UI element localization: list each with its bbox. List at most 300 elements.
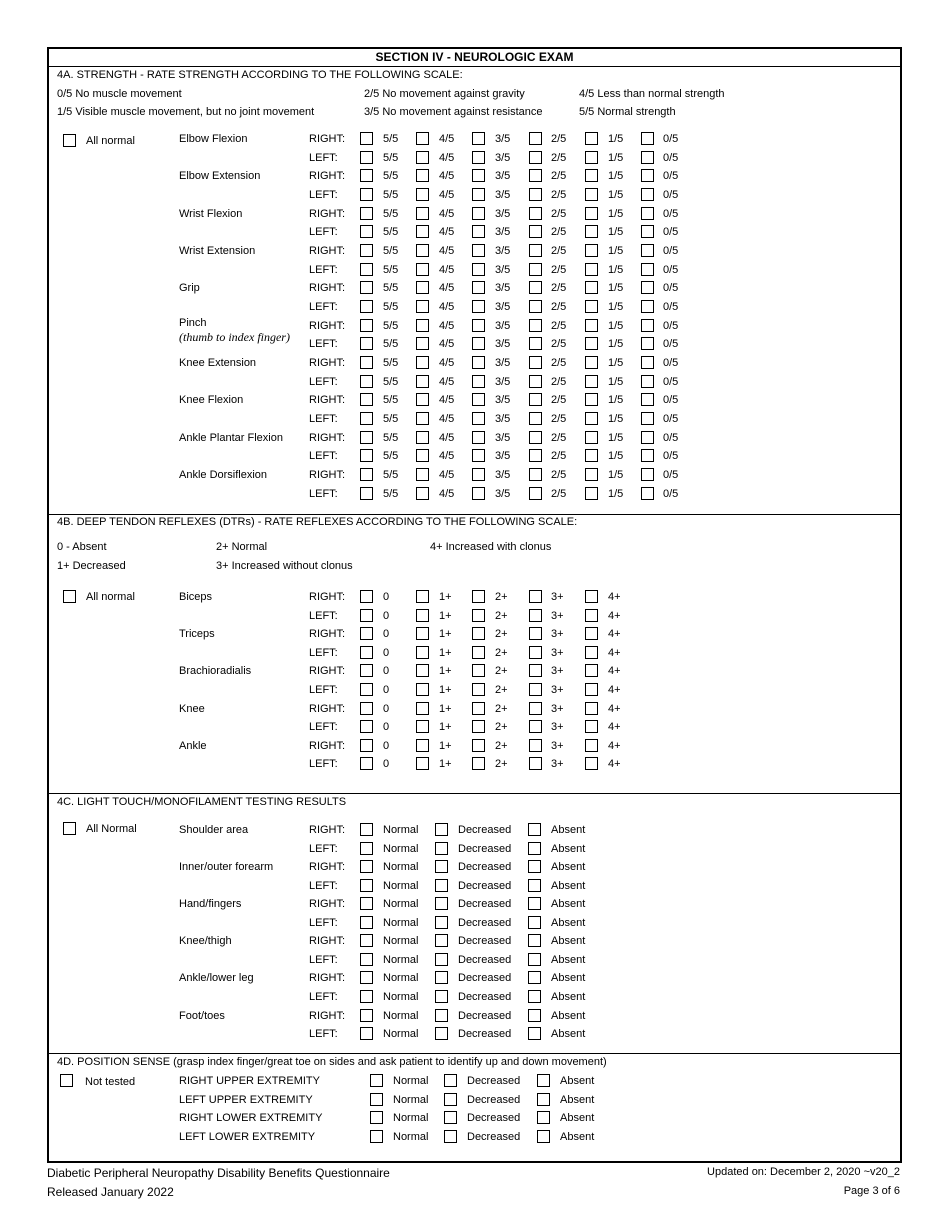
touch-result-checkbox[interactable]	[435, 1027, 448, 1040]
strength-rating-checkbox[interactable]	[360, 188, 373, 201]
reflex-rating-checkbox[interactable]	[529, 664, 542, 677]
reflex-rating-label: 0	[383, 665, 390, 678]
strength-rating-checkbox[interactable]	[360, 281, 373, 294]
reflex-rating-checkbox[interactable]	[360, 590, 373, 603]
strength-rating-checkbox[interactable]	[472, 188, 485, 201]
reflex-rating-label: 2+	[495, 591, 508, 603]
reflex-rating-label: 0	[383, 591, 390, 603]
strength-rating-checkbox[interactable]	[472, 263, 485, 276]
touch-result-checkbox[interactable]	[435, 971, 448, 984]
strength-rating-checkbox[interactable]	[641, 225, 654, 238]
reflex-rating-checkbox[interactable]	[472, 627, 485, 640]
reflex-rating-checkbox[interactable]	[529, 739, 542, 752]
strength-rating-label: 4/5	[439, 245, 455, 258]
strength-rating-label: 2/5	[551, 245, 567, 258]
reflex-rating-checkbox[interactable]	[416, 627, 429, 640]
strength-rating-checkbox[interactable]	[360, 319, 373, 332]
strength-rating-checkbox[interactable]	[585, 300, 598, 313]
touch-result-label: Decreased	[458, 1028, 512, 1040]
strength-rating-checkbox[interactable]	[416, 244, 429, 257]
strength-rating-checkbox[interactable]	[585, 151, 598, 164]
touch-result-checkbox[interactable]	[435, 953, 448, 966]
strength-rating-label: 3/5	[495, 301, 511, 313]
reflex-rating-checkbox[interactable]	[585, 720, 598, 733]
strength-rating-checkbox[interactable]	[529, 207, 542, 220]
strength-rating-checkbox[interactable]	[529, 356, 542, 369]
reflex-rating-checkbox[interactable]	[416, 646, 429, 659]
strength-rating-label: 5/5	[383, 375, 399, 388]
strength-rating-checkbox[interactable]	[585, 132, 598, 145]
strength-rating-checkbox[interactable]	[641, 151, 654, 164]
strength-rating-checkbox[interactable]	[585, 281, 598, 294]
strength-rating-checkbox[interactable]	[529, 449, 542, 462]
strength-rating-checkbox[interactable]	[529, 468, 542, 481]
side-label-left: LEFT:	[309, 188, 338, 201]
strength-rating-checkbox[interactable]	[529, 225, 542, 238]
strength-rating-label: 3/5	[495, 487, 511, 500]
strength-rating-label: 2/5	[551, 413, 567, 426]
strength-rating-checkbox[interactable]	[641, 300, 654, 313]
strength-rating-checkbox[interactable]	[416, 487, 429, 500]
strength-rating-checkbox[interactable]	[529, 244, 542, 257]
touch-result-checkbox[interactable]	[435, 860, 448, 873]
strength-rating-checkbox[interactable]	[416, 281, 429, 294]
strength-rating-label: 2/5	[551, 357, 567, 370]
strength-rating-checkbox[interactable]	[416, 188, 429, 201]
strength-rating-checkbox[interactable]	[529, 151, 542, 164]
strength-rating-label: 2/5	[551, 207, 567, 220]
touch-result-checkbox[interactable]	[528, 1009, 541, 1022]
strength-rating-checkbox[interactable]	[472, 375, 485, 388]
strength-rating-label: 5/5	[383, 226, 399, 239]
strength-rating-checkbox[interactable]	[472, 393, 485, 406]
reflex-rating-checkbox[interactable]	[585, 702, 598, 715]
strength-scale-item: 0/5 No muscle movement	[57, 88, 182, 100]
strength-rating-checkbox[interactable]	[472, 207, 485, 220]
reflex-rating-checkbox[interactable]	[360, 720, 373, 733]
position-result-label: Normal	[393, 1130, 429, 1143]
strength-rating-label: 0/5	[663, 245, 679, 258]
touch-result-checkbox[interactable]	[528, 934, 541, 947]
strength-rating-checkbox[interactable]	[585, 356, 598, 369]
strength-rating-checkbox[interactable]	[416, 412, 429, 425]
touch-result-checkbox[interactable]	[360, 953, 373, 966]
reflex-rating-checkbox[interactable]	[472, 702, 485, 715]
touch-result-label: Normal	[383, 842, 419, 855]
strength-rating-checkbox[interactable]	[360, 169, 373, 182]
strength-rating-checkbox[interactable]	[472, 412, 485, 425]
strength-rating-checkbox[interactable]	[472, 487, 485, 500]
reflex-rating-checkbox[interactable]	[416, 739, 429, 752]
reflex-rating-checkbox[interactable]	[360, 739, 373, 752]
strength-rating-checkbox[interactable]	[472, 468, 485, 481]
side-label-left: LEFT:	[309, 684, 338, 696]
reflex-rating-checkbox[interactable]	[585, 590, 598, 603]
touch-result-checkbox[interactable]	[528, 897, 541, 910]
reflex-rating-checkbox[interactable]	[416, 757, 429, 770]
strength-rating-checkbox[interactable]	[360, 375, 373, 388]
reflex-rating-checkbox[interactable]	[360, 646, 373, 659]
strength-rating-label: 4/5	[439, 151, 455, 164]
position-result-checkbox[interactable]	[537, 1074, 550, 1087]
strength-rating-label: 4/5	[439, 226, 455, 239]
strength-rating-checkbox[interactable]	[641, 468, 654, 481]
strength-rating-label: 4/5	[439, 338, 455, 351]
strength-rating-checkbox[interactable]	[360, 356, 373, 369]
reflex-rating-checkbox[interactable]	[360, 683, 373, 696]
strength-rating-checkbox[interactable]	[529, 281, 542, 294]
strength-rating-checkbox[interactable]	[585, 225, 598, 238]
strength-rating-checkbox[interactable]	[529, 487, 542, 500]
strength-rating-checkbox[interactable]	[529, 263, 542, 276]
strength-all-normal-checkbox[interactable]	[63, 134, 76, 147]
position-result-checkbox[interactable]	[370, 1074, 383, 1087]
strength-rating-checkbox[interactable]	[529, 169, 542, 182]
reflex-rating-checkbox[interactable]	[585, 646, 598, 659]
touch-result-checkbox[interactable]	[360, 823, 373, 836]
strength-rating-checkbox[interactable]	[641, 207, 654, 220]
strength-rating-checkbox[interactable]	[360, 263, 373, 276]
reflex-rating-checkbox[interactable]	[472, 646, 485, 659]
strength-rating-label: 2/5	[551, 282, 567, 295]
touch-result-checkbox[interactable]	[435, 897, 448, 910]
reflex-rating-checkbox[interactable]	[529, 757, 542, 770]
strength-rating-checkbox[interactable]	[641, 487, 654, 500]
strength-rating-checkbox[interactable]	[472, 132, 485, 145]
strength-rating-checkbox[interactable]	[472, 281, 485, 294]
strength-rating-label: 3/5	[495, 357, 511, 370]
reflex-rating-checkbox[interactable]	[529, 609, 542, 622]
strength-rating-label: 0/5	[663, 338, 679, 351]
touch-heading: 4C. LIGHT TOUCH/MONOFILAMENT TESTING RESULTS	[57, 796, 347, 808]
reflex-rating-checkbox[interactable]	[472, 590, 485, 603]
section-divider	[49, 793, 900, 794]
position-result-checkbox[interactable]	[370, 1111, 383, 1124]
strength-rating-checkbox[interactable]	[472, 151, 485, 164]
strength-rating-label: 1/5	[608, 487, 624, 500]
touch-result-checkbox[interactable]	[528, 971, 541, 984]
position-not-tested-checkbox[interactable]	[60, 1074, 73, 1087]
strength-rating-checkbox[interactable]	[529, 132, 542, 145]
strength-rating-checkbox[interactable]	[416, 375, 429, 388]
strength-rating-checkbox[interactable]	[641, 356, 654, 369]
position-item-label: LEFT LOWER EXTREMITY	[179, 1130, 316, 1143]
strength-rating-checkbox[interactable]	[585, 393, 598, 406]
strength-rating-checkbox[interactable]	[585, 188, 598, 201]
touch-result-checkbox[interactable]	[528, 860, 541, 873]
strength-rating-checkbox[interactable]	[641, 375, 654, 388]
reflex-rating-label: 1+	[439, 702, 452, 715]
strength-rating-checkbox[interactable]	[529, 188, 542, 201]
strength-rating-checkbox[interactable]	[585, 487, 598, 500]
strength-rating-checkbox[interactable]	[641, 393, 654, 406]
side-label-left: LEFT:	[309, 1028, 338, 1040]
strength-rating-label: 2/5	[551, 301, 567, 313]
reflex-rating-checkbox[interactable]	[529, 702, 542, 715]
position-item-label: RIGHT UPPER EXTREMITY	[179, 1075, 320, 1087]
reflex-rating-checkbox[interactable]	[585, 683, 598, 696]
strength-rating-checkbox[interactable]	[360, 300, 373, 313]
touch-result-checkbox[interactable]	[528, 879, 541, 892]
position-result-label: Normal	[393, 1075, 429, 1087]
touch-result-checkbox[interactable]	[528, 953, 541, 966]
strength-rating-checkbox[interactable]	[585, 468, 598, 481]
reflex-rating-label: 3+	[551, 591, 564, 603]
touch-result-checkbox[interactable]	[360, 934, 373, 947]
strength-rating-label: 2/5	[551, 394, 567, 407]
reflex-rating-label: 3+	[551, 646, 564, 659]
strength-rating-checkbox[interactable]	[585, 319, 598, 332]
touch-result-checkbox[interactable]	[435, 879, 448, 892]
strength-item-label: Wrist Flexion	[179, 207, 243, 220]
strength-item-label: Elbow Flexion	[179, 133, 248, 145]
strength-rating-checkbox[interactable]	[585, 207, 598, 220]
strength-rating-checkbox[interactable]	[416, 468, 429, 481]
strength-rating-checkbox[interactable]	[585, 337, 598, 350]
side-label-left: LEFT:	[309, 338, 338, 351]
strength-rating-checkbox[interactable]	[529, 319, 542, 332]
reflex-rating-checkbox[interactable]	[360, 757, 373, 770]
strength-rating-checkbox[interactable]	[472, 337, 485, 350]
strength-rating-checkbox[interactable]	[585, 431, 598, 444]
reflex-rating-label: 2+	[495, 758, 508, 771]
position-result-checkbox[interactable]	[444, 1093, 457, 1106]
strength-rating-checkbox[interactable]	[416, 431, 429, 444]
reflex-rating-checkbox[interactable]	[472, 609, 485, 622]
strength-rating-checkbox[interactable]	[416, 300, 429, 313]
strength-rating-checkbox[interactable]	[360, 244, 373, 257]
reflex-rating-checkbox[interactable]	[585, 757, 598, 770]
strength-rating-label: 0/5	[663, 469, 679, 482]
strength-rating-checkbox[interactable]	[529, 412, 542, 425]
reflex-rating-checkbox[interactable]	[416, 702, 429, 715]
reflex-rating-checkbox[interactable]	[472, 720, 485, 733]
strength-scale-item: 3/5 No movement against resistance	[364, 106, 543, 118]
touch-result-checkbox[interactable]	[435, 916, 448, 929]
reflex-rating-checkbox[interactable]	[585, 609, 598, 622]
strength-rating-checkbox[interactable]	[472, 319, 485, 332]
side-label-right: RIGHT:	[309, 665, 346, 678]
position-result-checkbox[interactable]	[370, 1130, 383, 1143]
position-result-checkbox[interactable]	[537, 1093, 550, 1106]
reflex-rating-label: 4+	[608, 628, 621, 641]
strength-rating-checkbox[interactable]	[360, 151, 373, 164]
reflex-rating-label: 0	[383, 609, 390, 622]
reflex-rating-checkbox[interactable]	[585, 664, 598, 677]
position-result-checkbox[interactable]	[370, 1093, 383, 1106]
strength-rating-checkbox[interactable]	[416, 319, 429, 332]
strength-rating-label: 4/5	[439, 375, 455, 388]
strength-rating-checkbox[interactable]	[416, 132, 429, 145]
touch-result-checkbox[interactable]	[435, 1009, 448, 1022]
strength-rating-checkbox[interactable]	[641, 132, 654, 145]
strength-rating-checkbox[interactable]	[529, 337, 542, 350]
reflex-rating-checkbox[interactable]	[529, 720, 542, 733]
strength-rating-checkbox[interactable]	[472, 225, 485, 238]
touch-item-label: Inner/outer forearm	[179, 861, 274, 874]
touch-result-checkbox[interactable]	[360, 1027, 373, 1040]
touch-result-checkbox[interactable]	[435, 842, 448, 855]
touch-result-checkbox[interactable]	[360, 971, 373, 984]
touch-result-label: Decreased	[458, 898, 512, 911]
position-result-checkbox[interactable]	[537, 1111, 550, 1124]
reflex-rating-checkbox[interactable]	[472, 757, 485, 770]
reflex-rating-checkbox[interactable]	[360, 609, 373, 622]
reflex-rating-checkbox[interactable]	[416, 590, 429, 603]
reflex-rating-checkbox[interactable]	[360, 627, 373, 640]
strength-rating-checkbox[interactable]	[360, 487, 373, 500]
strength-rating-checkbox[interactable]	[641, 431, 654, 444]
strength-rating-checkbox[interactable]	[472, 449, 485, 462]
touch-result-checkbox[interactable]	[360, 916, 373, 929]
touch-result-checkbox[interactable]	[435, 934, 448, 947]
strength-rating-checkbox[interactable]	[416, 263, 429, 276]
strength-rating-checkbox[interactable]	[585, 263, 598, 276]
strength-rating-checkbox[interactable]	[641, 188, 654, 201]
strength-rating-checkbox[interactable]	[416, 393, 429, 406]
reflex-rating-checkbox[interactable]	[472, 683, 485, 696]
reflex-rating-label: 1+	[439, 739, 452, 752]
touch-result-checkbox[interactable]	[360, 842, 373, 855]
strength-rating-checkbox[interactable]	[472, 431, 485, 444]
strength-rating-label: 5/5	[383, 282, 399, 295]
strength-item-label: Ankle Dorsiflexion	[179, 469, 268, 482]
strength-rating-label: 5/5	[383, 394, 399, 407]
strength-rating-checkbox[interactable]	[472, 169, 485, 182]
strength-rating-checkbox[interactable]	[416, 169, 429, 182]
reflex-rating-checkbox[interactable]	[360, 702, 373, 715]
touch-result-checkbox[interactable]	[360, 990, 373, 1003]
reflex-rating-checkbox[interactable]	[360, 664, 373, 677]
strength-item-label: Knee Extension	[179, 357, 257, 370]
strength-rating-checkbox[interactable]	[416, 337, 429, 350]
reflex-rating-label: 4+	[608, 646, 621, 659]
touch-result-checkbox[interactable]	[528, 823, 541, 836]
strength-rating-label: 2/5	[551, 469, 567, 482]
touch-result-checkbox[interactable]	[528, 1027, 541, 1040]
strength-rating-checkbox[interactable]	[360, 393, 373, 406]
strength-rating-checkbox[interactable]	[472, 300, 485, 313]
touch-result-checkbox[interactable]	[435, 990, 448, 1003]
strength-rating-checkbox[interactable]	[360, 449, 373, 462]
updated-date: Updated on: December 2, 2020 ~v20_2	[707, 1166, 900, 1178]
touch-result-checkbox[interactable]	[528, 842, 541, 855]
position-result-checkbox[interactable]	[537, 1130, 550, 1143]
touch-result-checkbox[interactable]	[528, 990, 541, 1003]
reflex-rating-label: 1+	[439, 628, 452, 641]
strength-rating-checkbox[interactable]	[585, 169, 598, 182]
reflex-rating-checkbox[interactable]	[585, 739, 598, 752]
strength-rating-checkbox[interactable]	[360, 412, 373, 425]
strength-rating-checkbox[interactable]	[472, 356, 485, 369]
strength-rating-checkbox[interactable]	[641, 337, 654, 350]
strength-rating-label: 1/5	[608, 319, 624, 332]
position-result-checkbox[interactable]	[444, 1111, 457, 1124]
touch-result-label: Absent	[551, 916, 586, 929]
reflex-rating-label: 4+	[608, 609, 621, 622]
strength-rating-checkbox[interactable]	[416, 356, 429, 369]
touch-result-checkbox[interactable]	[360, 1009, 373, 1022]
strength-rating-checkbox[interactable]	[360, 468, 373, 481]
reflex-rating-checkbox[interactable]	[416, 609, 429, 622]
position-result-checkbox[interactable]	[444, 1130, 457, 1143]
strength-rating-label: 3/5	[495, 133, 511, 145]
strength-rating-checkbox[interactable]	[529, 300, 542, 313]
reflex-rating-checkbox[interactable]	[529, 646, 542, 659]
strength-rating-checkbox[interactable]	[360, 431, 373, 444]
reflex-rating-label: 3+	[551, 665, 564, 678]
strength-rating-checkbox[interactable]	[529, 393, 542, 406]
strength-rating-checkbox[interactable]	[585, 412, 598, 425]
strength-rating-checkbox[interactable]	[641, 263, 654, 276]
strength-rating-checkbox[interactable]	[416, 225, 429, 238]
strength-rating-checkbox[interactable]	[641, 412, 654, 425]
strength-rating-checkbox[interactable]	[641, 319, 654, 332]
strength-rating-checkbox[interactable]	[360, 207, 373, 220]
strength-rating-checkbox[interactable]	[472, 244, 485, 257]
reflex-rating-checkbox[interactable]	[416, 720, 429, 733]
strength-rating-checkbox[interactable]	[416, 151, 429, 164]
touch-result-checkbox[interactable]	[360, 897, 373, 910]
reflex-rating-checkbox[interactable]	[585, 627, 598, 640]
reflex-rating-checkbox[interactable]	[472, 739, 485, 752]
strength-rating-checkbox[interactable]	[641, 281, 654, 294]
strength-rating-label: 3/5	[495, 188, 511, 201]
reflex-rating-checkbox[interactable]	[529, 683, 542, 696]
reflex-rating-checkbox[interactable]	[472, 664, 485, 677]
strength-rating-checkbox[interactable]	[641, 244, 654, 257]
strength-rating-label: 5/5	[383, 301, 399, 313]
position-result-checkbox[interactable]	[444, 1074, 457, 1087]
reflex-item-label: Ankle	[179, 739, 207, 752]
reflex-rating-checkbox[interactable]	[416, 683, 429, 696]
strength-rating-checkbox[interactable]	[529, 431, 542, 444]
reflex-rating-checkbox[interactable]	[416, 664, 429, 677]
reflex-rating-label: 0	[383, 758, 390, 771]
touch-result-checkbox[interactable]	[528, 916, 541, 929]
position-result-label: Decreased	[467, 1093, 521, 1106]
strength-rating-checkbox[interactable]	[360, 132, 373, 145]
reflex-rating-checkbox[interactable]	[529, 627, 542, 640]
strength-rating-label: 4/5	[439, 263, 455, 276]
released-date: Released January 2022	[47, 1185, 174, 1199]
side-label-right: RIGHT:	[309, 1009, 346, 1022]
reflex-rating-checkbox[interactable]	[529, 590, 542, 603]
touch-result-label: Normal	[383, 861, 419, 874]
strength-rating-checkbox[interactable]	[585, 449, 598, 462]
touch-result-checkbox[interactable]	[360, 860, 373, 873]
strength-rating-checkbox[interactable]	[585, 244, 598, 257]
touch-result-checkbox[interactable]	[435, 823, 448, 836]
side-label-right: RIGHT:	[309, 824, 346, 836]
touch-result-checkbox[interactable]	[360, 879, 373, 892]
strength-rating-checkbox[interactable]	[585, 375, 598, 388]
strength-rating-checkbox[interactable]	[416, 207, 429, 220]
strength-rating-label: 2/5	[551, 431, 567, 444]
touch-all-normal-checkbox[interactable]	[63, 822, 76, 835]
position-result-label: Decreased	[467, 1112, 521, 1125]
strength-rating-checkbox[interactable]	[416, 449, 429, 462]
strength-rating-checkbox[interactable]	[529, 375, 542, 388]
strength-rating-checkbox[interactable]	[360, 337, 373, 350]
strength-rating-checkbox[interactable]	[641, 449, 654, 462]
side-label-right: RIGHT:	[309, 431, 346, 444]
strength-rating-label: 1/5	[608, 226, 624, 239]
strength-rating-checkbox[interactable]	[360, 225, 373, 238]
reflexes-all-normal-checkbox[interactable]	[63, 590, 76, 603]
strength-rating-checkbox[interactable]	[641, 169, 654, 182]
side-label-left: LEFT:	[309, 263, 338, 276]
